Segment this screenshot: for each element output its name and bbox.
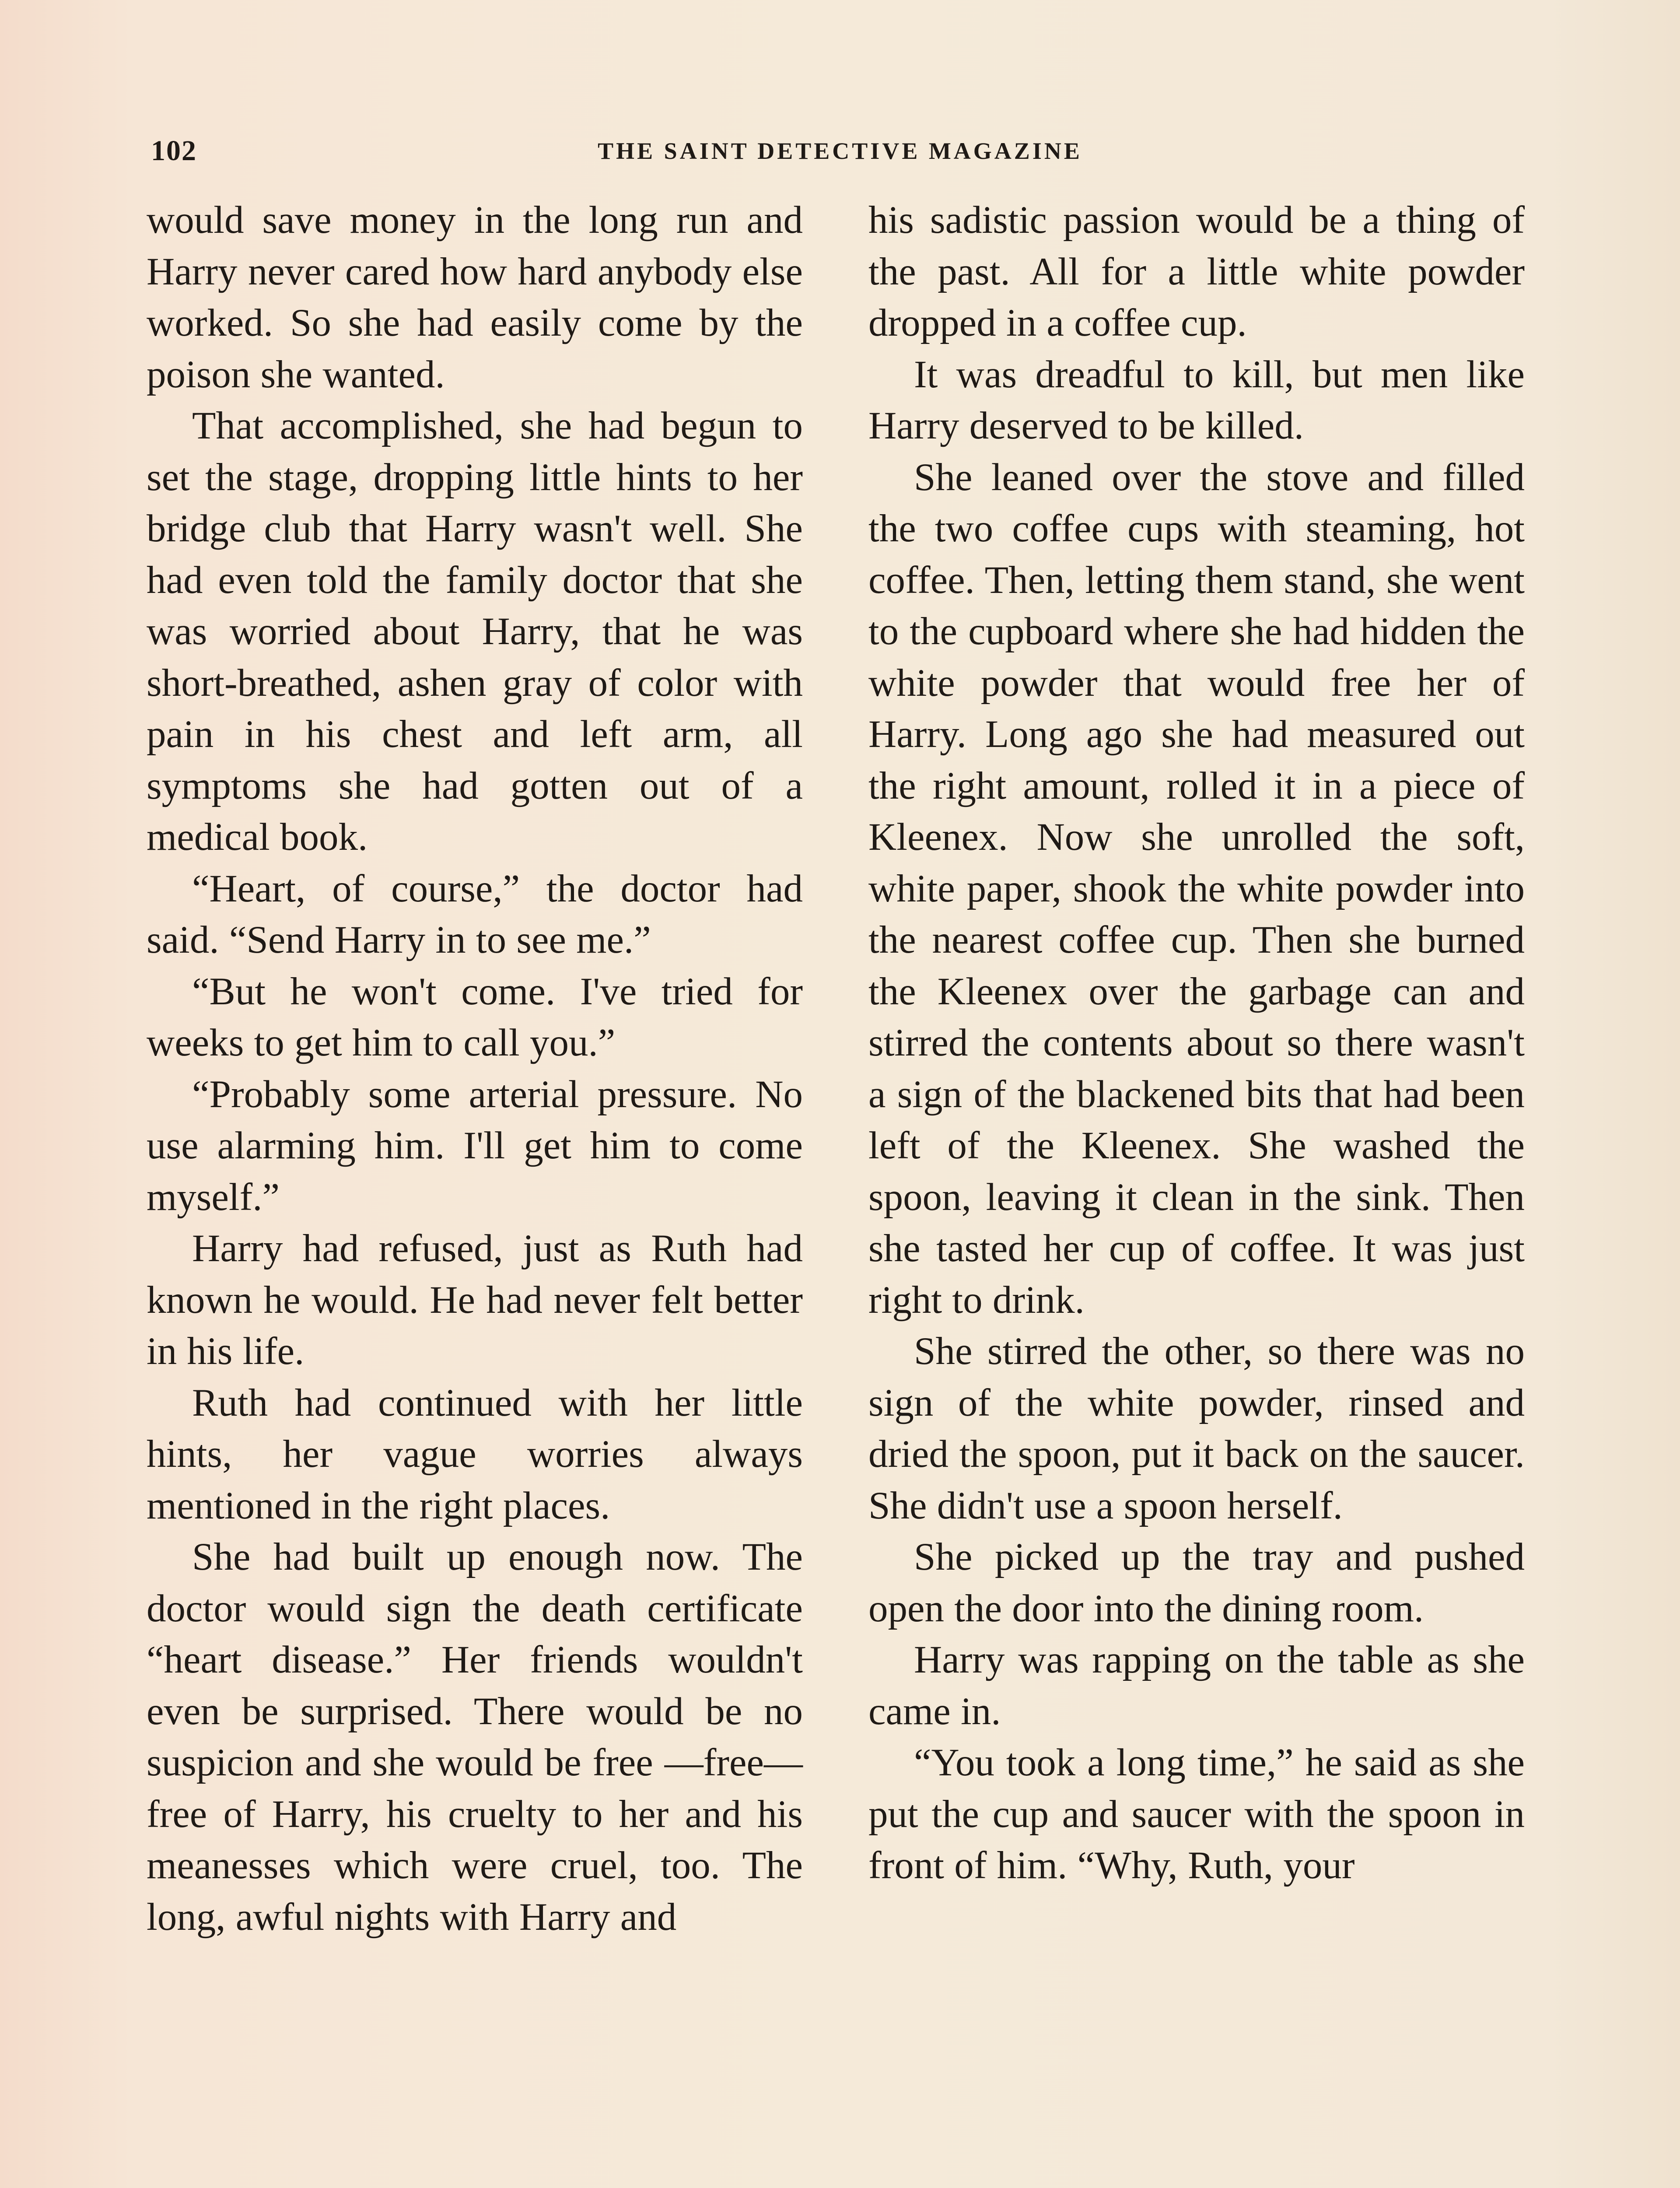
paragraph-right-3: She leaned over the stove and filled the two coffee cups with steaming, hot coffee. Then, letting them stand, she went to the cupboard where she had hidden the white powder that would free her of Harry. Long ago she had measured out the right amount, rolled it in a piece of Kleenex. Now she unrolled the soft, white paper, shook the white powder into the nearest coffee cup. Then she burned the Kleenex over the garbage can and stirred the contents about so there wasn't a sign of the blackened bits that had been left of the Kleenex. She washed the spoon, leaving it clean in the sink. Then she tasted her cup of coffee. It was just right to drink. [868, 456, 1525, 1322]
paragraph-right-5: She picked up the tray and pushed open the door into the dining room. [868, 1536, 1525, 1630]
paragraph-left-2: That accomplished, she had begun to set the stage, dropping little hints to her bridge club that Harry wasn't well. She had even told the family doctor that she was worried about Harry, that he was short-breathed, ashen gray of color with pain in his chest and left arm, all symptoms she had gotten out of a medical book. [147, 404, 803, 859]
paragraph-left-6: Harry had refused, just as Ruth had known he would. He had never felt better in his life. [147, 1227, 803, 1373]
paragraph-right-6: Harry was rapping on the table as she came in. [868, 1638, 1525, 1733]
paragraph-left-4: “But he won't come. I've tried for weeks to get him to call you.” [147, 970, 803, 1064]
running-head [151, 131, 1529, 171]
two-column-text [147, 195, 1525, 2188]
magazine-title: THE SAINT DETECTIVE MAGAZINE [598, 138, 1082, 164]
paragraph-left-5: “Probably some arterial pressure. No use alarming him. I'll get him to come myself.” [147, 1073, 803, 1219]
paragraph-left-7: Ruth had continued with her little hints, her vague worries always mentioned in the right places. [147, 1381, 803, 1527]
paragraph-left-1: would save money in the long run and Harry never cared how hard anybody else worked. So she had easily come by the poison she wanted. [147, 199, 803, 396]
paragraph-right-7: “You took a long time,” he said as she put the cup and saucer with the spoon in front of him. “Why, Ruth, your [868, 1741, 1525, 1887]
page-number: 102 [151, 135, 197, 167]
paragraph-right-4: She stirred the other, so there was no sign of the white powder, rinsed and dried the spoon, put it back on the saucer. She didn't use a spoon herself. [868, 1330, 1525, 1527]
left-column [147, 195, 803, 2188]
right-column [868, 195, 1525, 2188]
paragraph-left-3: “Heart, of course,” the doctor had said. “Send Harry in to see me.” [147, 867, 803, 961]
paragraph-right-1: his sadistic passion would be a thing of the past. All for a little white powder dropped in a coffee cup. [868, 199, 1525, 344]
paragraph-right-2: It was dreadful to kill, but men like Harry deserved to be killed. [868, 353, 1525, 447]
paragraph-left-8: She had built up enough now. The doctor would sign the death certificate “heart disease.” Her friends wouldn't even be surprised. There would be no suspicion and she would be free —free—free of Harry, his cruelty to her and his meanesses which were cruel, too. The long, awful nights with Harry and [147, 1536, 803, 1939]
